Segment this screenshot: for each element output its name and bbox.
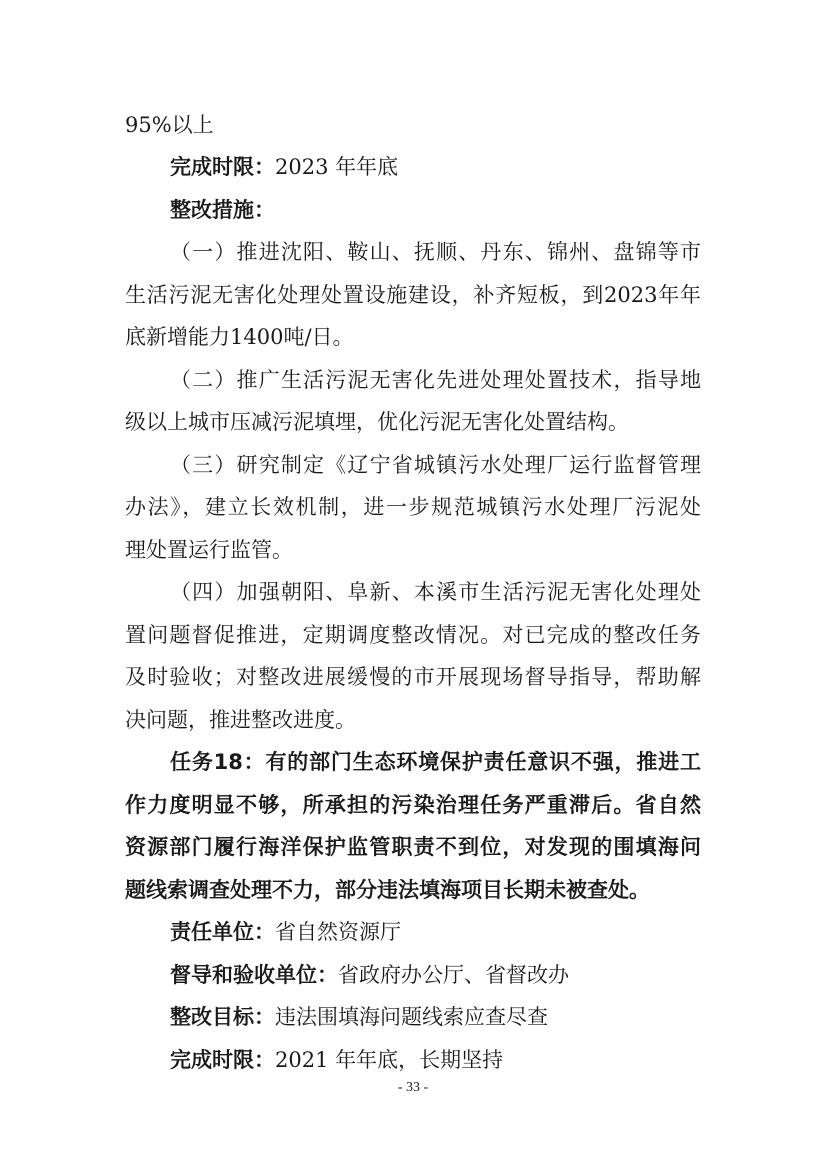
supervise-line	[170, 960, 569, 990]
measures-heading: 整改措施：	[170, 198, 275, 222]
text-line-5: 生活污泥无害化处理处置设施建设，补齐短板，到2023年年	[125, 283, 701, 307]
text-line-13: 置问题督促推进，定期调度整改情况。对已完成的整改任务	[125, 623, 701, 647]
deadline2-line	[170, 1045, 503, 1075]
text-line-10: 办法》，建立长效机制，进一步规范城镇污水处理厂污泥处	[125, 495, 701, 519]
responsible-line	[170, 917, 401, 947]
text-line-1: 95%以上	[125, 113, 214, 137]
responsible-value: 省自然资源厅	[275, 920, 401, 944]
deadline-value: 2023 年年底	[275, 155, 399, 179]
deadline-label: 完成时限：	[170, 155, 275, 179]
text-line-4: （一）推进沈阳、鞍山、抚顺、丹东、锦州、盘锦等市	[170, 240, 701, 264]
text-line-7: （二）推广生活污泥无害化先进处理处置技术，指导地	[170, 368, 701, 392]
text-line-6: 底新增能力1400吨/日。	[125, 325, 354, 349]
deadline2-value: 2021 年年底，长期坚持	[275, 1048, 504, 1072]
target-label: 整改目标：	[170, 1005, 275, 1029]
deadline2-label: 完成时限：	[170, 1048, 275, 1072]
page-number: - 33 -	[397, 1080, 429, 1095]
supervise-label: 督导和验收单位：	[170, 963, 338, 987]
text-line-8: 级以上城市压减污泥填埋，优化污泥无害化处置结构。	[125, 410, 629, 434]
supervise-value: 省政府办公厅、省督改办	[338, 963, 569, 987]
task-18-line-1: 任务18：有的部门生态环境保护责任意识不强，推进工	[170, 750, 701, 774]
task-18-line-4: 题线索调查处理不力，部分违法填海项目长期未被查处。	[125, 878, 650, 902]
task-18-line-3: 资源部门履行海洋保护监管职责不到位，对发现的围填海问	[125, 835, 701, 859]
deadline-line	[170, 152, 398, 182]
text-line-12: （四）加强朝阳、阜新、本溪市生活污泥无害化处理处	[170, 580, 701, 604]
text-line-11: 理处置运行监管。	[125, 538, 293, 562]
target-value: 违法围填海问题线索应查尽查	[275, 1005, 548, 1029]
text-line-15: 决问题，推进整改进度。	[125, 708, 356, 732]
target-line	[170, 1002, 548, 1032]
text-line-14: 及时验收；对整改进展缓慢的市开展现场督导指导，帮助解	[125, 665, 701, 689]
responsible-label: 责任单位：	[170, 920, 275, 944]
task-18-line-2: 作力度明显不够，所承担的污染治理任务严重滞后。省自然	[125, 793, 701, 817]
text-line-9: （三）研究制定《辽宁省城镇污水处理厂运行监督管理	[170, 453, 701, 477]
